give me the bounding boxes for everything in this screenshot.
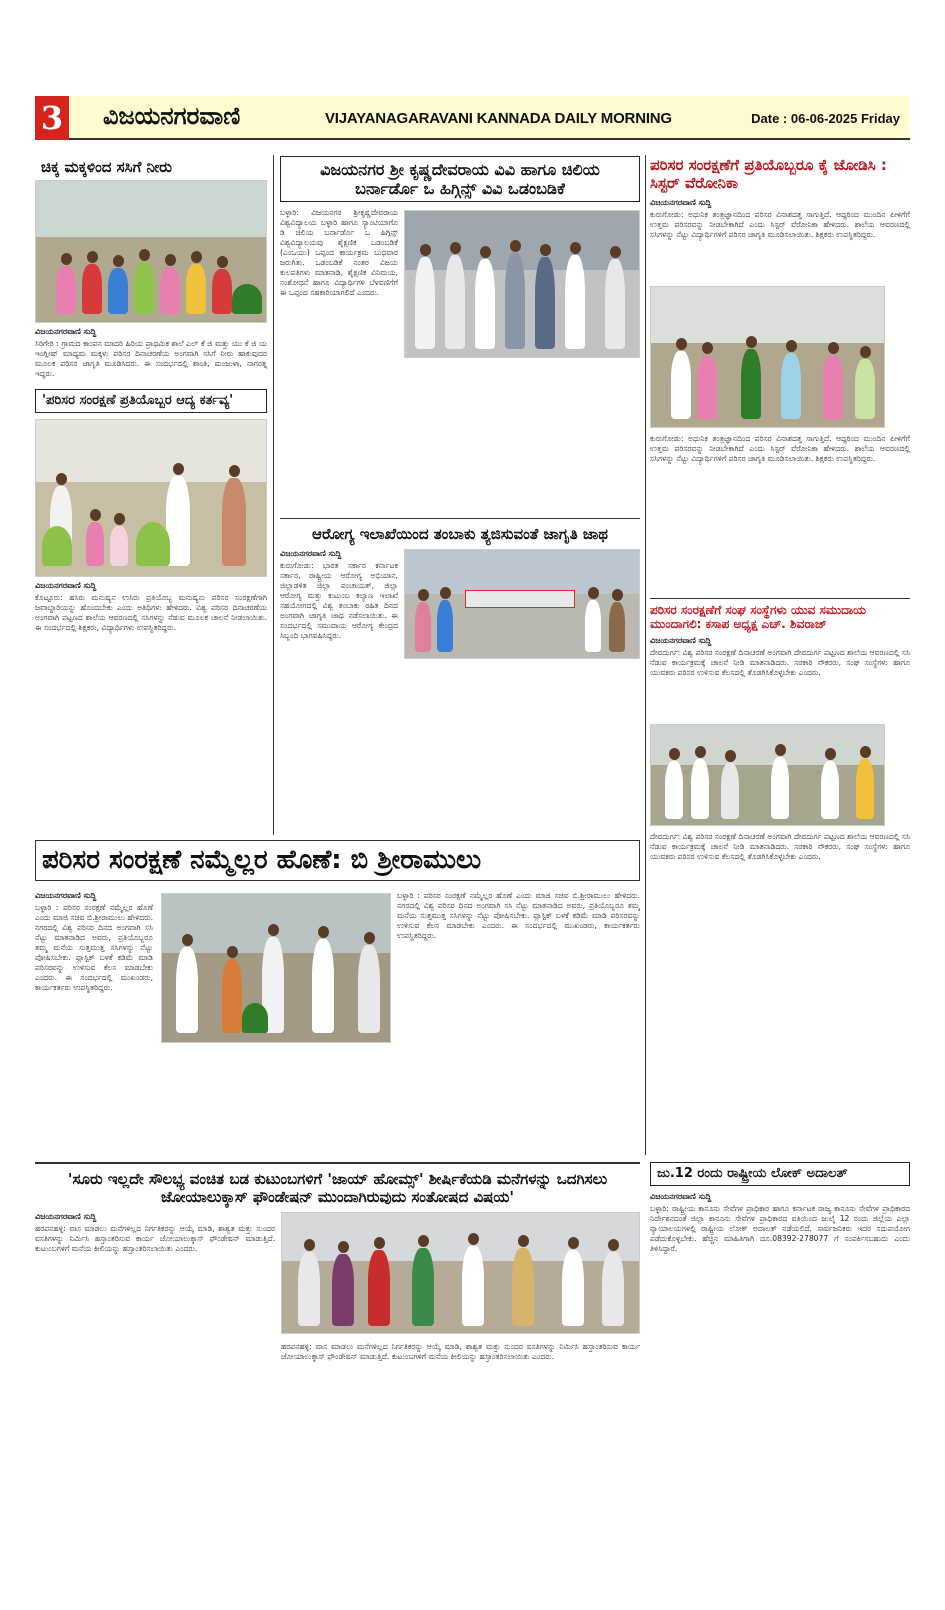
newspaper-title-english: VIJAYANAGARAVANI KANNADA DAILY MORNING bbox=[325, 110, 672, 127]
story-byline: ವಿಜಯನಗರವಾಣಿ ಸುದ್ದಿ bbox=[35, 327, 97, 336]
story-body: ಹರಪನಹಳ್ಳಿ: ವಾಸ ಮಾಡಲು ಮನೆಗಳಿಲ್ಲದ ನಿರ್ಗತಿಕರನ್ನು ಆಯ್ಕೆ ಮಾಡಿ, ಶಾಶ್ವತ ಮತ್ತು ಸುಂದರ ವಸತಿಗಳನ್ನು ನಿರ್ಮಿಸಿ ಹಸ್ತಾಂತರಿಸುವ ಕಾರ್ಯ ಜೋಯಾಲುಕ್ಕಾಸ್ ಫೌಂಡೇಷನ್ ಮಾಡುತ್ತಿದೆ. ಕುಟುಂಬಗಳಿಗೆ ಮನೆಯ ಕೀಲಿಯನ್ನು ಹಸ್ತಾಂತರಿಸಲಾಯಿತು ಎಂದರು. bbox=[35, 1224, 275, 1253]
story-body: ಬಳ್ಳಾರಿ : ಪರಿಸರ ಸಂರಕ್ಷಣೆ ನಮ್ಮೆಲ್ಲರ ಹೊಣೆ ಎಂದು ಮಾಜಿ ಸಚಿವ ಬಿ.ಶ್ರೀರಾಮುಲು ಹೇಳಿದರು. ನಗರದಲ್ಲಿ ವಿಶ್ವ ಪರಿಸರ ದಿನದ ಅಂಗವಾಗಿ ಸಸಿ ನೆಟ್ಟು ಮಾತನಾಡಿದ ಅವರು, ಪ್ರತಿಯೊಬ್ಬರೂ ತಮ್ಮ ಮನೆಯ ಸುತ್ತಮುತ್ತ ಸಸಿಗಳನ್ನು ನೆಟ್ಟು ಪೋಷಿಸಬೇಕು. ಪ್ಲಾಸ್ಟಿಕ್ ಬಳಕೆ ಕಡಿಮೆ ಮಾಡಿ ಪರಿಸರವನ್ನು ಉಳಿಸುವ ಕೆಲಸ ಮಾಡಬೇಕು ಎಂದರು. ಈ ಸಂದರ್ಭದಲ್ಲಿ ಮುಖಂಡರು, ಕಾರ್ಯಕರ್ತರು ಉಪಸ್ಥಿತರಿದ್ದರು. bbox=[35, 903, 153, 993]
story-headline: 'ಪರಿಸರ ಸಂರಕ್ಷಣೆ ಪ್ರತಿಯೊಬ್ಬರ ಆದ್ಯ ಕರ್ತವ್ಯ' bbox=[35, 389, 267, 413]
story-byline: ವಿಜಯನಗರವಾಣಿ ಸುದ್ದಿ bbox=[35, 580, 97, 590]
masthead bbox=[35, 96, 910, 140]
awareness-rally-photo bbox=[404, 549, 640, 659]
story-body-continued: ದೇವದುರ್ಗ: ವಿಶ್ವ ಪರಿಸರ ಸಂರಕ್ಷಣೆ ದಿನಾಚರಣೆ ಅಂಗವಾಗಿ ದೇವದುರ್ಗ ಪಟ್ಟಣದ ಶಾಲೆಯ ಆವರಣದಲ್ಲಿ ಸಸಿ ನೆಡುವ ಕಾರ್ಯಕ್ರಮಕ್ಕೆ ಚಾಲನೆ ನೀಡಿ ಮಾತನಾಡಿದರು. ಸರಕಾರಿ ನೌಕರರು, ಸಂಘ ಸಂಸ್ಥೆಗಳು ಹಾಗೂ ಯುವಕರು ಪರಿಸರ ಉಳಿಸುವ ಕೆಲಸದಲ್ಲಿ ತೊಡಗಿಸಿಕೊಳ್ಳಬೇಕು ಎಂದರು. bbox=[650, 831, 910, 861]
column-rule bbox=[273, 155, 274, 835]
tree-planting-photo bbox=[35, 419, 267, 577]
children-watering-photo bbox=[35, 180, 267, 323]
story-body-continued: ಕುರುಗೋಡು: ಅಧುನಿಕ ತಂತ್ರಜ್ಞಾನದಿಂದ ಪರಿಸರ ವಿನಾಶದತ್ತ ಸಾಗುತ್ತಿದೆ. ಆದ್ದರಿಂದ ಮುಂದಿನ ಪೀಳಿಗೆಗೆ ಉತ್ತಮ ಪರಿಸರವನ್ನು ನೀಡಬೇಕಾಗಿದೆ ಎಂದು ಸಿಸ್ಟರ್ ವೆರೋನಿಕಾ ಹೇಳಿದರು. ಶಾಲೆಯ ಆವರಣದಲ್ಲಿ ಸಸಿಗಳನ್ನು ನೆಟ್ಟು ವಿದ್ಯಾರ್ಥಿಗಳಿಗೆ ಪರಿಸರ ಜಾಗೃತಿ ಮೂಡಿಸಲಾಯಿತು. ಶಿಕ್ಷಕರು ಉಪಸ್ಥಿತರಿದ್ದರು. bbox=[650, 434, 910, 463]
story-byline: ವಿಜಯನಗರವಾಣಿ ಸುದ್ದಿ bbox=[650, 635, 712, 645]
story-body: ಬಳ್ಳಾರಿ: ರಾಷ್ಟ್ರೀಯ ಕಾನೂನು ಸೇವೆಗಳ ಪ್ರಾಧಿಕಾರ ಹಾಗೂ ಕರ್ನಾಟಕ ರಾಜ್ಯ ಕಾನೂನು ಸೇವೆಗಳ ಪ್ರಾಧಿಕಾರದ ನಿರ್ದೇಶನದಂತೆ ಜಿಲ್ಲಾ ಕಾನೂನು ಸೇವೆಗಳ ಪ್ರಾಧಿಕಾರದ ವತಿಯಿಂದ ಜುಲೈ 12 ರಂದು ಜಿಲ್ಲೆಯ ಎಲ್ಲಾ ನ್ಯಾಯಾಲಯಗಳಲ್ಲಿ ರಾಷ್ಟ್ರೀಯ ಲೋಕ್ ಅದಾಲತ್ ನಡೆಯಲಿದೆ. ಸಾರ್ವಜನಿಕರು ಇದರ ಸದುಪಯೋಗ ಪಡೆದುಕೊಳ್ಳಬೇಕು. ಹೆಚ್ಚಿನ ಮಾಹಿತಿಗಾಗಿ ದೂ.08392-278077 ಗೆ ಸಂಪರ್ಕಿಸಬಹುದು ಎಂದು ತಿಳಿಸಿದ್ದಾರೆ. bbox=[650, 1203, 910, 1253]
story-byline: ವಿಜಯನಗರವಾಣಿ ಸುದ್ದಿ bbox=[35, 891, 97, 901]
story-headline: 'ಸೂರು ಇಲ್ಲದೇ ಸೌಲಭ್ಯ ವಂಚಿತ ಬಡ ಕುಟುಂಬಗಳಿಗೆ 'ಜಾಯ್ ಹೋಮ್ಸ್' ಶೀರ್ಷಿಕೆಯಡಿ ಮನೆಗಳನ್ನು ಒದಗಿಸಲು ಜೋಯಾಲುಕ್ಕಾಸ್ ಫೌಂಡೇಷನ್ ಮುಂದಾಗಿರುವುದು ಸಂತೋಷದ ವಿಷಯ' bbox=[35, 1162, 640, 1206]
story-body: ಬಳ್ಳಾರಿ: ವಿಜಯನಗರ ಶ್ರೀಕೃಷ್ಣದೇವರಾಯ ವಿಶ್ವವಿದ್ಯಾಲಯ ಬಳ್ಳಾರಿ ಹಾಗೂ ಸ್ಯಾಂಟಿಯಾಗೊ ಡಿ ಚಿಲಿಯ ಬರ್ನಾರ್ಡೊ ಒ ಹಿಗ್ಗಿನ್ಸ್ ವಿಶ್ವವಿದ್ಯಾಲಯವು ಶೈಕ್ಷಣಿಕ ಒಡಂಬಡಿಕೆ (ಎಂಒಯು) ಒಪ್ಪಂದ ಕಾರ್ಯಕ್ರಮ ಬುಧವಾರ ಜರುಗಿತು. ಒಡಂಬಡಿಕೆ ನಂತರ ವಿಜಯ ಕುಲಪತಿಗಳು ಮಾತನಾಡಿ, ಶೈಕ್ಷಣಿಕ ವಿನಿಮಯ, ಸಂಶೋಧನೆ ಹಾಗೂ ವಿದ್ಯಾರ್ಥಿಗಳ ಬೆಳವಣಿಗೆಗೆ ಈ ಒಪ್ಪಂದ ಸಹಕಾರಿಯಾಗಲಿದೆ ಎಂದರು. bbox=[280, 208, 398, 298]
column-right bbox=[650, 156, 910, 1102]
school-tree-planting-photo bbox=[650, 286, 885, 428]
column-rule bbox=[645, 155, 646, 1155]
story-headline: ಚಿಕ್ಕ ಮಕ್ಕಳಿಂದ ಸಸಿಗೆ ನೀರು bbox=[41, 158, 172, 176]
lead-headline: ಪರಿಸರ ಸಂರಕ್ಷಣೆ ನಮ್ಮೆಲ್ಲರ ಹೊಣೆ: ಬಿ ಶ್ರೀರಾಮುಲು bbox=[35, 840, 640, 881]
joy-homes-handover-photo bbox=[281, 1212, 640, 1334]
story-body: ಸಿರಿಗೇರಿ : ಗ್ರಾಮದ ಕಾಂಪನ ಮಾದರಿ ಹಿರಿಯ ಪ್ರಾಥಮಿಕ ಶಾಲೆ ಎಲ್ ಕೆ ಜಿ ಮತ್ತು ಯು ಕೆ ಜಿ ಯ ಇಂಗ್ಲೀಷ್ ಮಾಧ್ಯಮ ಮಕ್ಕಳು ಪರಿಸರ ದಿನಾಚರಣೆಯ ಅಂಗವಾಗಿ ಸಸಿಗೆ ನೀರು ಹಾಕುವುದರ ಮೂಲಕ ಪರಿಸರ ಜಾಗೃತಿ ಮೂಡಿಸಿದರು. ಈ ಸಂದರ್ಭದಲ್ಲಿ ಶಾಂತಿ, ಮಂಜುಳಾ, ನಾಗರತ್ನ ಇದ್ದರು. bbox=[35, 339, 267, 378]
story-headline: ವಿಜಯನಗರ ಶ್ರೀ ಕೃಷ್ಣದೇವರಾಯ ವಿವಿ ಹಾಗೂ ಚಿಲಿಯ ಬರ್ನಾರ್ಡೊ ಒ ಹಿಗ್ಗಿನ್ಸ್ ವಿವಿ ಒಡಂಬಡಿಕೆ bbox=[280, 156, 640, 202]
column-center bbox=[280, 156, 640, 799]
kasapa-event-photo bbox=[650, 724, 885, 826]
issue-date: Date : 06-06-2025 Friday bbox=[751, 111, 900, 126]
story-headline: ಪರಿಸರ ಸಂರಕ್ಷಣೆಗೆ ಪ್ರತಿಯೊಬ್ಬರೂ ಕೈ ಜೋಡಿಸಿ : ಸಿಸ್ಟರ್ ವೆರೋನಿಕಾ bbox=[650, 156, 887, 192]
story-byline: ವಿಜಯನಗರವಾಣಿ ಸುದ್ದಿ bbox=[35, 1212, 97, 1221]
story-byline: ವಿಜಯನಗರವಾಣಿ ಸುದ್ದಿ bbox=[650, 198, 712, 207]
story-body: ಕೊಟ್ಟೂರು: ಹಸಿರು ಮನುಷ್ಯನ ಉಸಿರು ಪ್ರತಿಯೊಬ್ಬ ಮನುಷ್ಯನು ಪರಿಸರ ಸಂರಕ್ಷಣೆಗಾಗಿ ಜವಾಬ್ದಾರಿಯನ್ನು ಹೊಂದಬೇಕು ಎಂದು ಅತಿಥಿಗಳು ಹೇಳಿದರು. ವಿಶ್ವ ಪರಿಸರ ದಿನಾಚರಣೆಯ ಅಂಗವಾಗಿ ಪಟ್ಟಣದ ಶಾಲೆಯ ಆವರಣದಲ್ಲಿ ಸಸಿಗಳನ್ನು ನೆಡುವ ಮೂಲಕ ಚಾಲನೆ ನೀಡಲಾಯಿತು. ಈ ಸಂದರ್ಭದಲ್ಲಿ ಶಿಕ್ಷಕರು, ವಿದ್ಯಾರ್ಥಿಗಳು ಉಪಸ್ಥಿತರಿದ್ದರು. bbox=[35, 592, 267, 632]
story-body: ದೇವದುರ್ಗ: ವಿಶ್ವ ಪರಿಸರ ಸಂರಕ್ಷಣೆ ದಿನಾಚರಣೆ ಅಂಗವಾಗಿ ದೇವದುರ್ಗ ಪಟ್ಟಣದ ಶಾಲೆಯ ಆವರಣದಲ್ಲಿ ಸಸಿ ನೆಡುವ ಕಾರ್ಯಕ್ರಮಕ್ಕೆ ಚಾಲನೆ ನೀಡಿ ಮಾತನಾಡಿದರು. ಸರಕಾರಿ ನೌಕರರು, ಸಂಘ ಸಂಸ್ಥೆಗಳು ಹಾಗೂ ಯುವಕರು ಪರಿಸರ ಉಳಿಸುವ ಕೆಲಸದಲ್ಲಿ ತೊಡಗಿಸಿಕೊಳ್ಳಬೇಕು ಎಂದರು. bbox=[650, 647, 910, 677]
newspaper-title-kannada: ವಿಜಯನಗರವಾಣಿ bbox=[103, 102, 241, 130]
column-left bbox=[35, 156, 267, 823]
lead-story bbox=[35, 840, 640, 1191]
story-body: ಕುರುಗೋಡು: ಭಾರತ ಸರ್ಕಾರ ಕರ್ನಾಟಕ ಸರ್ಕಾರ, ರಾಷ್ಟ್ರೀಯ ಆರೋಗ್ಯ ಅಭಿಯಾನ, ಜಿಲ್ಲಾಡಳಿತ ಜಿಲ್ಲಾ ಪಂಚಾಯತ್, ಜಿಲ್ಲಾ ಆರೋಗ್ಯ ಮತ್ತು ಕುಟುಂಬ ಕಲ್ಯಾಣ ಇಲಾಖೆ ಸಹಯೋಗದಲ್ಲಿ ವಿಶ್ವ ತಂಬಾಕು ರಹಿತ ದಿನದ ಅಂಗವಾಗಿ ಜಾಗೃತಿ ಜಾಥ ನಡೆಸಲಾಯಿತು. ಈ ಸಂದರ್ಭದಲ್ಲಿ ಸಮುದಾಯ ಆರೋಗ್ಯ ಕೇಂದ್ರದ ಸಿಬ್ಬಂದಿ ಭಾಗವಹಿಸಿದ್ದರು. bbox=[280, 561, 398, 641]
story-headline: ಜು.12 ರಂದು ರಾಷ್ಟ್ರೀಯ ಲೋಕ್ ಅದಾಲತ್ bbox=[650, 1162, 910, 1186]
page-number: 3 bbox=[35, 96, 69, 140]
story-byline: ವಿಜಯನಗರವಾಣಿ ಸುದ್ದಿ bbox=[650, 1191, 712, 1201]
story-body-continued: ಹರಪನಹಳ್ಳಿ: ವಾಸ ಮಾಡಲು ಮನೆಗಳಿಲ್ಲದ ನಿರ್ಗತಿಕರನ್ನು ಆಯ್ಕೆ ಮಾಡಿ, ಶಾಶ್ವತ ಮತ್ತು ಸುಂದರ ವಸತಿಗಳನ್ನು ನಿರ್ಮಿಸಿ ಹಸ್ತಾಂತರಿಸುವ ಕಾರ್ಯ ಜೋಯಾಲುಕ್ಕಾಸ್ ಫೌಂಡೇಷನ್ ಮಾಡುತ್ತಿದೆ. ಕುಟುಂಬಗಳಿಗೆ ಮನೆಯ ಕೀಲಿಯನ್ನು ಹಸ್ತಾಂತರಿಸಲಾಯಿತು ಎಂದರು. bbox=[281, 1342, 640, 1361]
story-byline: ವಿಜಯನಗರವಾಣಿ ಸುದ್ದಿ bbox=[280, 549, 342, 559]
bottom-right-story bbox=[650, 1162, 910, 1464]
story-body: ಕುರುಗೋಡು: ಅಧುನಿಕ ತಂತ್ರಜ್ಞಾನದಿಂದ ಪರಿಸರ ವಿನಾಶದತ್ತ ಸಾಗುತ್ತಿದೆ. ಆದ್ದರಿಂದ ಮುಂದಿನ ಪೀಳಿಗೆಗೆ ಉತ್ತಮ ಪರಿಸರವನ್ನು ನೀಡಬೇಕಾಗಿದೆ ಎಂದು ಸಿಸ್ಟರ್ ವೆರೋನಿಕಾ ಹೇಳಿದರು. ಶಾಲೆಯ ಆವರಣದಲ್ಲಿ ಸಸಿಗಳನ್ನು ನೆಟ್ಟು ವಿದ್ಯಾರ್ಥಿಗಳಿಗೆ ಪರಿಸರ ಜಾಗೃತಿ ಮೂಡಿಸಲಾಯಿತು. ಶಿಕ್ಷಕರು ಉಪಸ್ಥಿತರಿದ್ದರು. bbox=[650, 210, 910, 239]
mou-signing-photo bbox=[404, 210, 640, 358]
lead-photo bbox=[161, 893, 391, 1043]
story-headline: ಪರಿಸರ ಸಂರಕ್ಷಣೆಗೆ ಸಂಘ ಸಂಸ್ಥೆಗಳು ಯುವ ಸಮುದಾಯ ಮುಂದಾಗಲಿ: ಕಸಾಪ ಅಧ್ಯಕ್ಷ ಎಚ್. ಶಿವರಾಜ್ bbox=[650, 598, 910, 632]
bottom-left-story bbox=[35, 1162, 640, 1542]
story-headline: ಆರೋಗ್ಯ ಇಲಾಖೆಯಿಂದ ತಂಬಾಕು ತ್ಯಜಿಸುವಂತೆ ಜಾಗೃತಿ ಜಾಥ bbox=[280, 518, 640, 543]
story-body-continued: ಬಳ್ಳಾರಿ : ಪರಿಸರ ಸಂರಕ್ಷಣೆ ನಮ್ಮೆಲ್ಲರ ಹೊಣೆ ಎಂದು ಮಾಜಿ ಸಚಿವ ಬಿ.ಶ್ರೀರಾಮುಲು ಹೇಳಿದರು. ನಗರದಲ್ಲಿ ವಿಶ್ವ ಪರಿಸರ ದಿನದ ಅಂಗವಾಗಿ ಸಸಿ ನೆಟ್ಟು ಮಾತನಾಡಿದ ಅವರು, ಪ್ರತಿಯೊಬ್ಬರೂ ತಮ್ಮ ಮನೆಯ ಸುತ್ತಮುತ್ತ ಸಸಿಗಳನ್ನು ನೆಟ್ಟು ಪೋಷಿಸಬೇಕು. ಪ್ಲಾಸ್ಟಿಕ್ ಬಳಕೆ ಕಡಿಮೆ ಮಾಡಿ ಪರಿಸರವನ್ನು ಉಳಿಸುವ ಕೆಲಸ ಮಾಡಬೇಕು ಎಂದರು. ಈ ಸಂದರ್ಭದಲ್ಲಿ ಮುಖಂಡರು, ಕಾರ್ಯಕರ್ತರು ಉಪಸ್ಥಿತರಿದ್ದರು. bbox=[397, 891, 640, 941]
